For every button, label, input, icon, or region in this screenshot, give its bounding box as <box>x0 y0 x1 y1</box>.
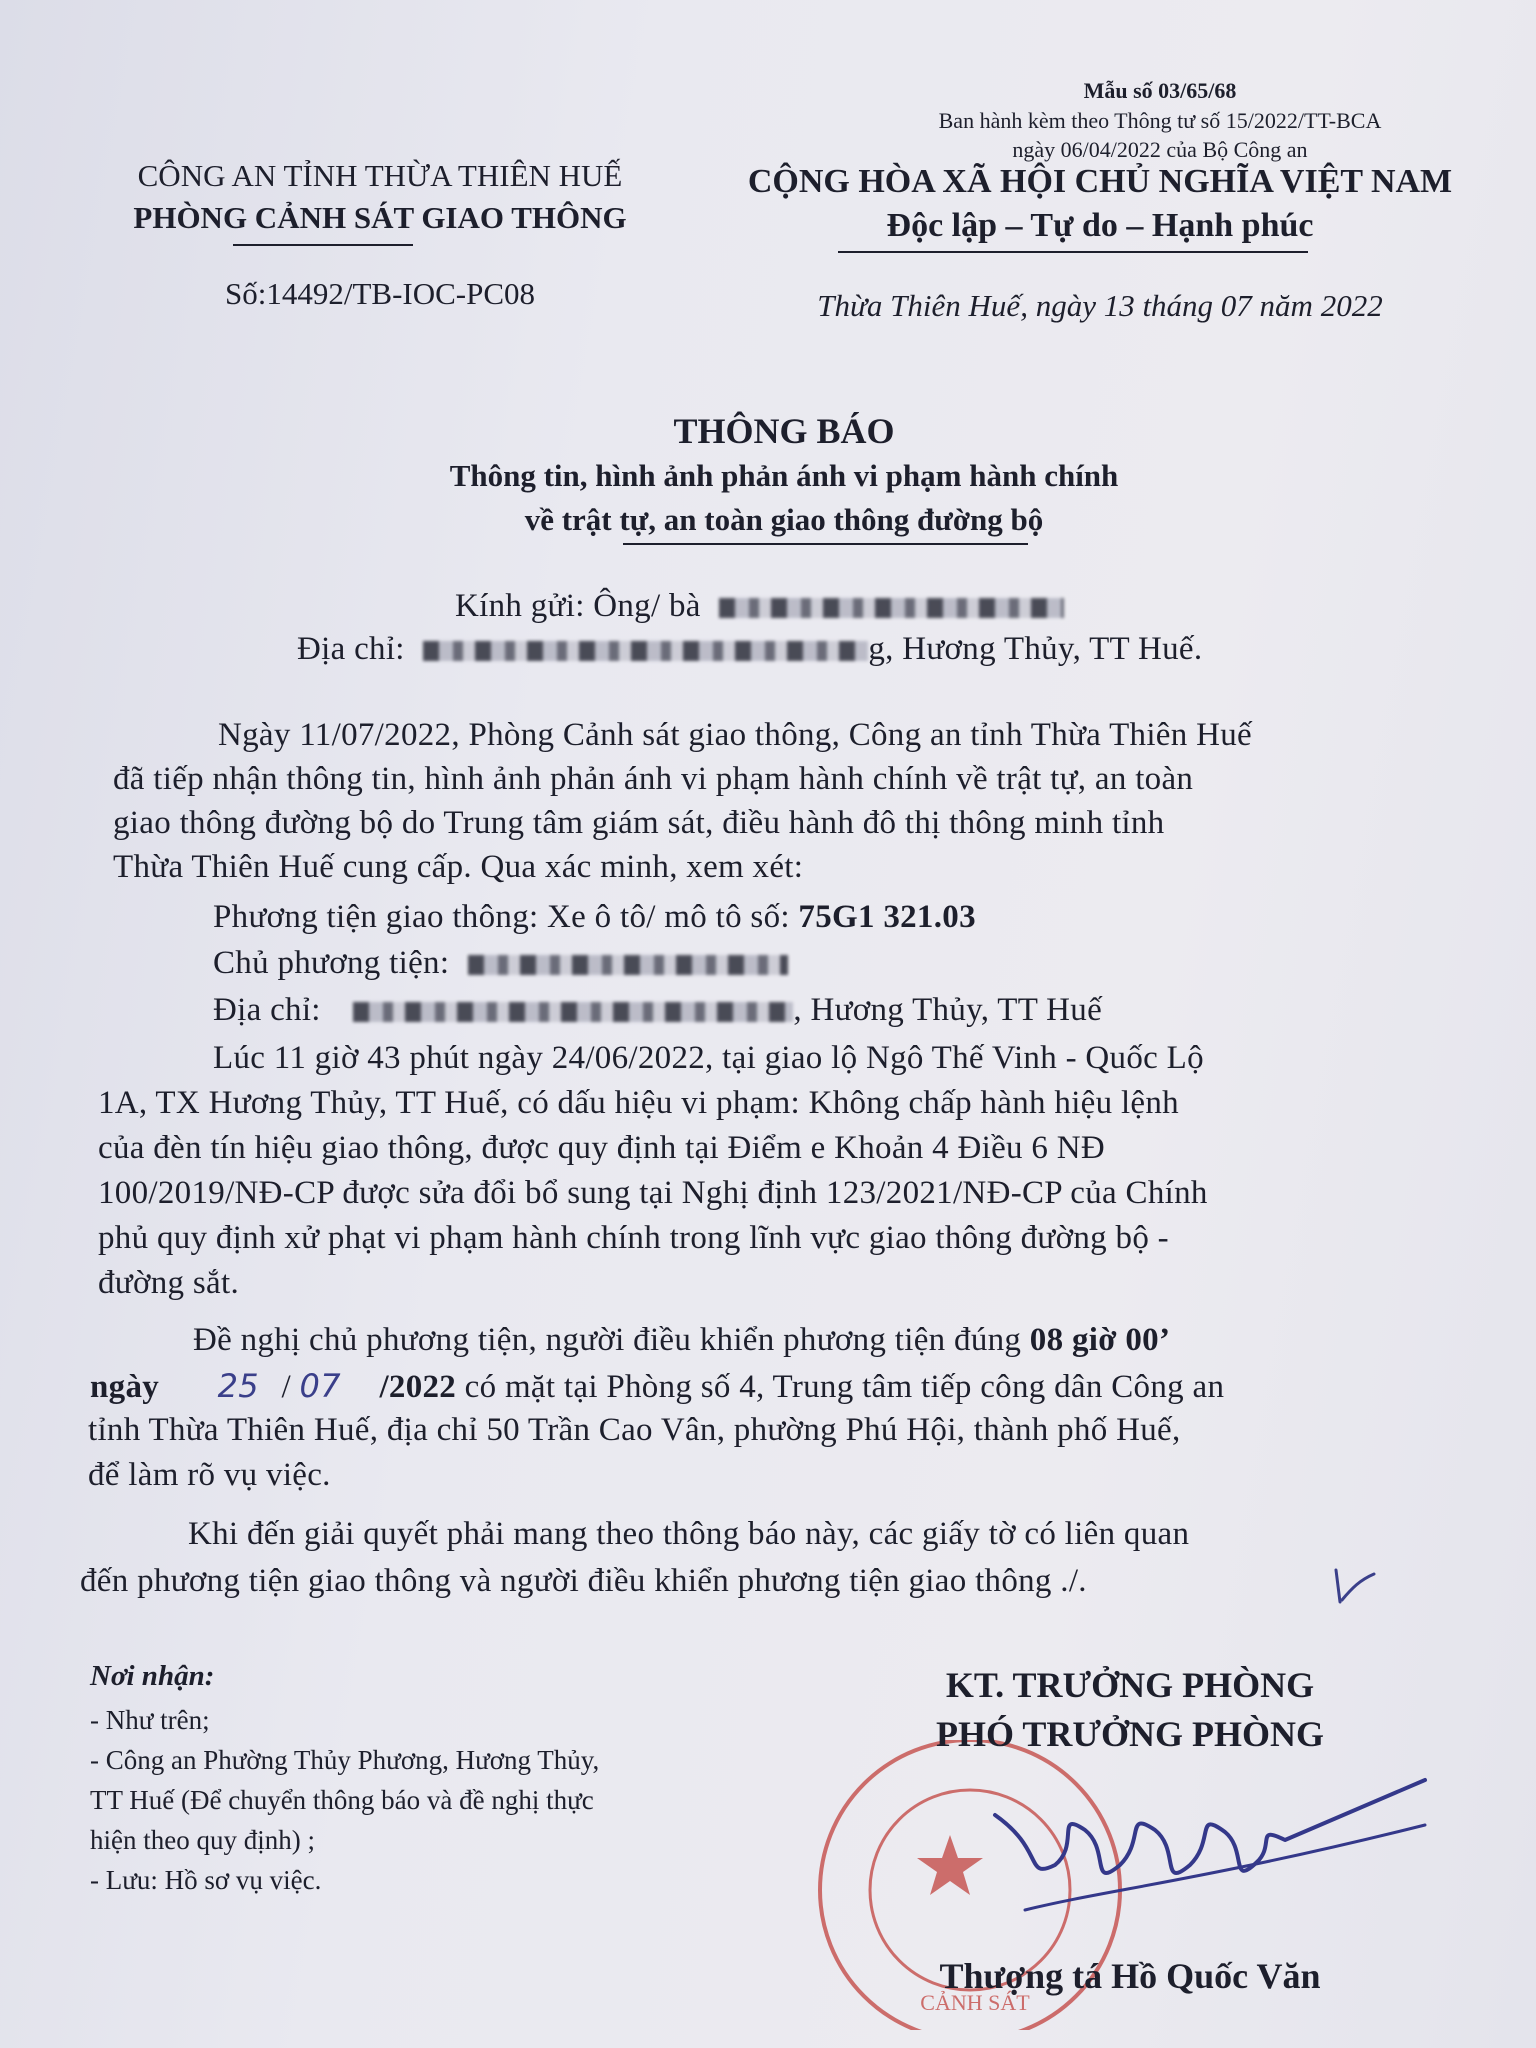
redacted-recipient-address <box>423 641 868 661</box>
recipient-address-tail: g, Hương Thủy, TT Huế. <box>868 631 1203 667</box>
document-date: Thừa Thiên Huế, ngày 13 tháng 07 năm 2022 <box>817 288 1383 323</box>
paragraph-1-line-3: giao thông đường bộ do Trung tâm giám sát, điều hành đô thị thông minh tỉnh <box>113 805 1165 841</box>
paragraph-3-line-1 <box>193 1322 1170 1359</box>
handwritten-initial <box>1330 1560 1380 1615</box>
title-underline <box>623 543 1028 545</box>
paragraph-4-line-1: Khi đến giải quyết phải mang theo thông báo này, các giấy tờ có liên quan <box>188 1516 1190 1552</box>
national-motto: Độc lập – Tự do – Hạnh phúc <box>886 207 1314 244</box>
paragraph-3-text: Đề nghị chủ phương tiện, người điều khiển phương tiện đúng <box>193 1322 1022 1358</box>
appointment-year: /2022 <box>379 1369 457 1405</box>
vehicle-line <box>213 899 976 936</box>
paragraph-2-line-6: đường sắt. <box>98 1265 239 1301</box>
appointment-day-label: ngày <box>90 1369 160 1405</box>
owner-line <box>213 945 788 982</box>
redacted-owner-address <box>353 1002 793 1022</box>
paragraph-2-line-1: Lúc 11 giờ 43 phút ngày 24/06/2022, tại giao lộ Ngô Thế Vinh - Quốc Lộ <box>213 1040 1204 1076</box>
vehicle-label: Phương tiện giao thông: Xe ô tô/ mô tô số: <box>213 899 790 935</box>
paragraph-2-line-5: phủ quy định xử phạt vi phạm hành chính trong lĩnh vực giao thông đường bộ - <box>98 1220 1169 1256</box>
signature-title-2: PHÓ TRƯỞNG PHÒNG <box>935 1714 1324 1754</box>
paragraph-3-line-3: tỉnh Thừa Thiên Huế, địa chỉ 50 Trần Cao Vân, phường Phú Hội, thành phố Huế, <box>88 1412 1181 1448</box>
owner-address-tail: , Hương Thủy, TT Huế <box>793 992 1103 1028</box>
form-issued-by: Ban hành kèm theo Thông tư số 15/2022/TT-BCA <box>938 108 1382 133</box>
national-title: CỘNG HÒA XÃ HỘI CHỦ NGHĨA VIỆT NAM <box>747 163 1453 200</box>
agency-name: CÔNG AN TỈNH THỪA THIÊN HUẾ <box>137 158 623 193</box>
paragraph-2-line-4: 100/2019/NĐ-CP được sửa đổi bổ sung tại Nghị định 123/2021/NĐ-CP của Chính <box>98 1175 1208 1211</box>
paragraph-3-line-4: để làm rõ vụ việc. <box>88 1457 331 1493</box>
redacted-recipient-name <box>719 598 1064 618</box>
recipient-item-1: - Như trên; <box>90 1705 210 1735</box>
handwritten-month: 07 <box>299 1367 341 1405</box>
form-issued-date: ngày 06/04/2022 của Bộ Công an <box>1012 137 1308 162</box>
date-separator-1: / <box>281 1369 291 1405</box>
redacted-owner-name <box>468 955 788 975</box>
document-title: THÔNG BÁO <box>673 411 895 451</box>
document-subtitle-2: về trật tự, an toàn giao thông đường bộ <box>524 502 1044 537</box>
document-number: Số:14492/TB-IOC-PC08 <box>224 276 536 311</box>
motto-underline <box>838 251 1308 253</box>
department-underline <box>233 244 413 246</box>
paragraph-3-line-2-text: có mặt tại Phòng số 4, Trung tâm tiếp công dân Công an <box>464 1369 1225 1405</box>
owner-address-label: Địa chỉ: <box>213 992 321 1028</box>
signature-title-1: KT. TRƯỞNG PHÒNG <box>945 1665 1315 1705</box>
handwritten-signature <box>985 1770 1445 1945</box>
paragraph-2-line-3: của đèn tín hiệu giao thông, được quy định tại Điểm e Khoản 4 Điều 6 NĐ <box>98 1130 1106 1166</box>
paragraph-2-line-2: 1A, TX Hương Thủy, TT Huế, có dấu hiệu vi phạm: Không chấp hành hiệu lệnh <box>98 1085 1179 1121</box>
appointment-time: 08 giờ 00’ <box>1029 1322 1171 1358</box>
recipient-line <box>455 588 1064 625</box>
stamp-text: CẢNH SÁT <box>920 1990 1030 2015</box>
recipient-address-line <box>297 631 1202 668</box>
department-name: PHÒNG CẢNH SÁT GIAO THÔNG <box>133 200 627 235</box>
recipient-item-3: TT Huế (Để chuyển thông báo và đề nghị thực <box>90 1785 594 1815</box>
owner-address-line <box>213 992 1102 1029</box>
paragraph-3-line-2 <box>90 1367 1224 1406</box>
handwritten-day: 25 <box>217 1367 259 1405</box>
paragraph-4-line-2: đến phương tiện giao thông và người điều khiển phương tiện giao thông ./. <box>80 1563 1087 1599</box>
owner-label: Chủ phương tiện: <box>213 945 450 981</box>
license-plate: 75G1 321.03 <box>798 899 976 935</box>
recipient-item-5: - Lưu: Hồ sơ vụ việc. <box>90 1865 322 1895</box>
recipient-address-label: Địa chỉ: <box>297 631 405 667</box>
paragraph-1-line-1: Ngày 11/07/2022, Phòng Cảnh sát giao thông, Công an tỉnh Thừa Thiên Huế <box>218 717 1252 753</box>
recipient-item-2: - Công an Phường Thủy Phương, Hương Thủy, <box>90 1745 600 1775</box>
paragraph-1-line-4: Thừa Thiên Huế cung cấp. Qua xác minh, xem xét: <box>113 849 804 885</box>
recipient-item-4: hiện theo quy định) ; <box>90 1825 315 1855</box>
recipient-label: Kính gửi: Ông/ bà <box>455 588 701 624</box>
recipients-title: Nơi nhận: <box>90 1660 215 1692</box>
paragraph-1-line-2: đã tiếp nhận thông tin, hình ảnh phản ánh vi phạm hành chính về trật tự, an toàn <box>113 761 1194 797</box>
signer-name: Thượng tá Hồ Quốc Văn <box>939 1956 1321 1996</box>
form-number: Mẫu số 03/65/68 <box>1083 78 1237 103</box>
document-subtitle-1: Thông tin, hình ảnh phản ánh vi phạm hành chính <box>449 458 1119 493</box>
